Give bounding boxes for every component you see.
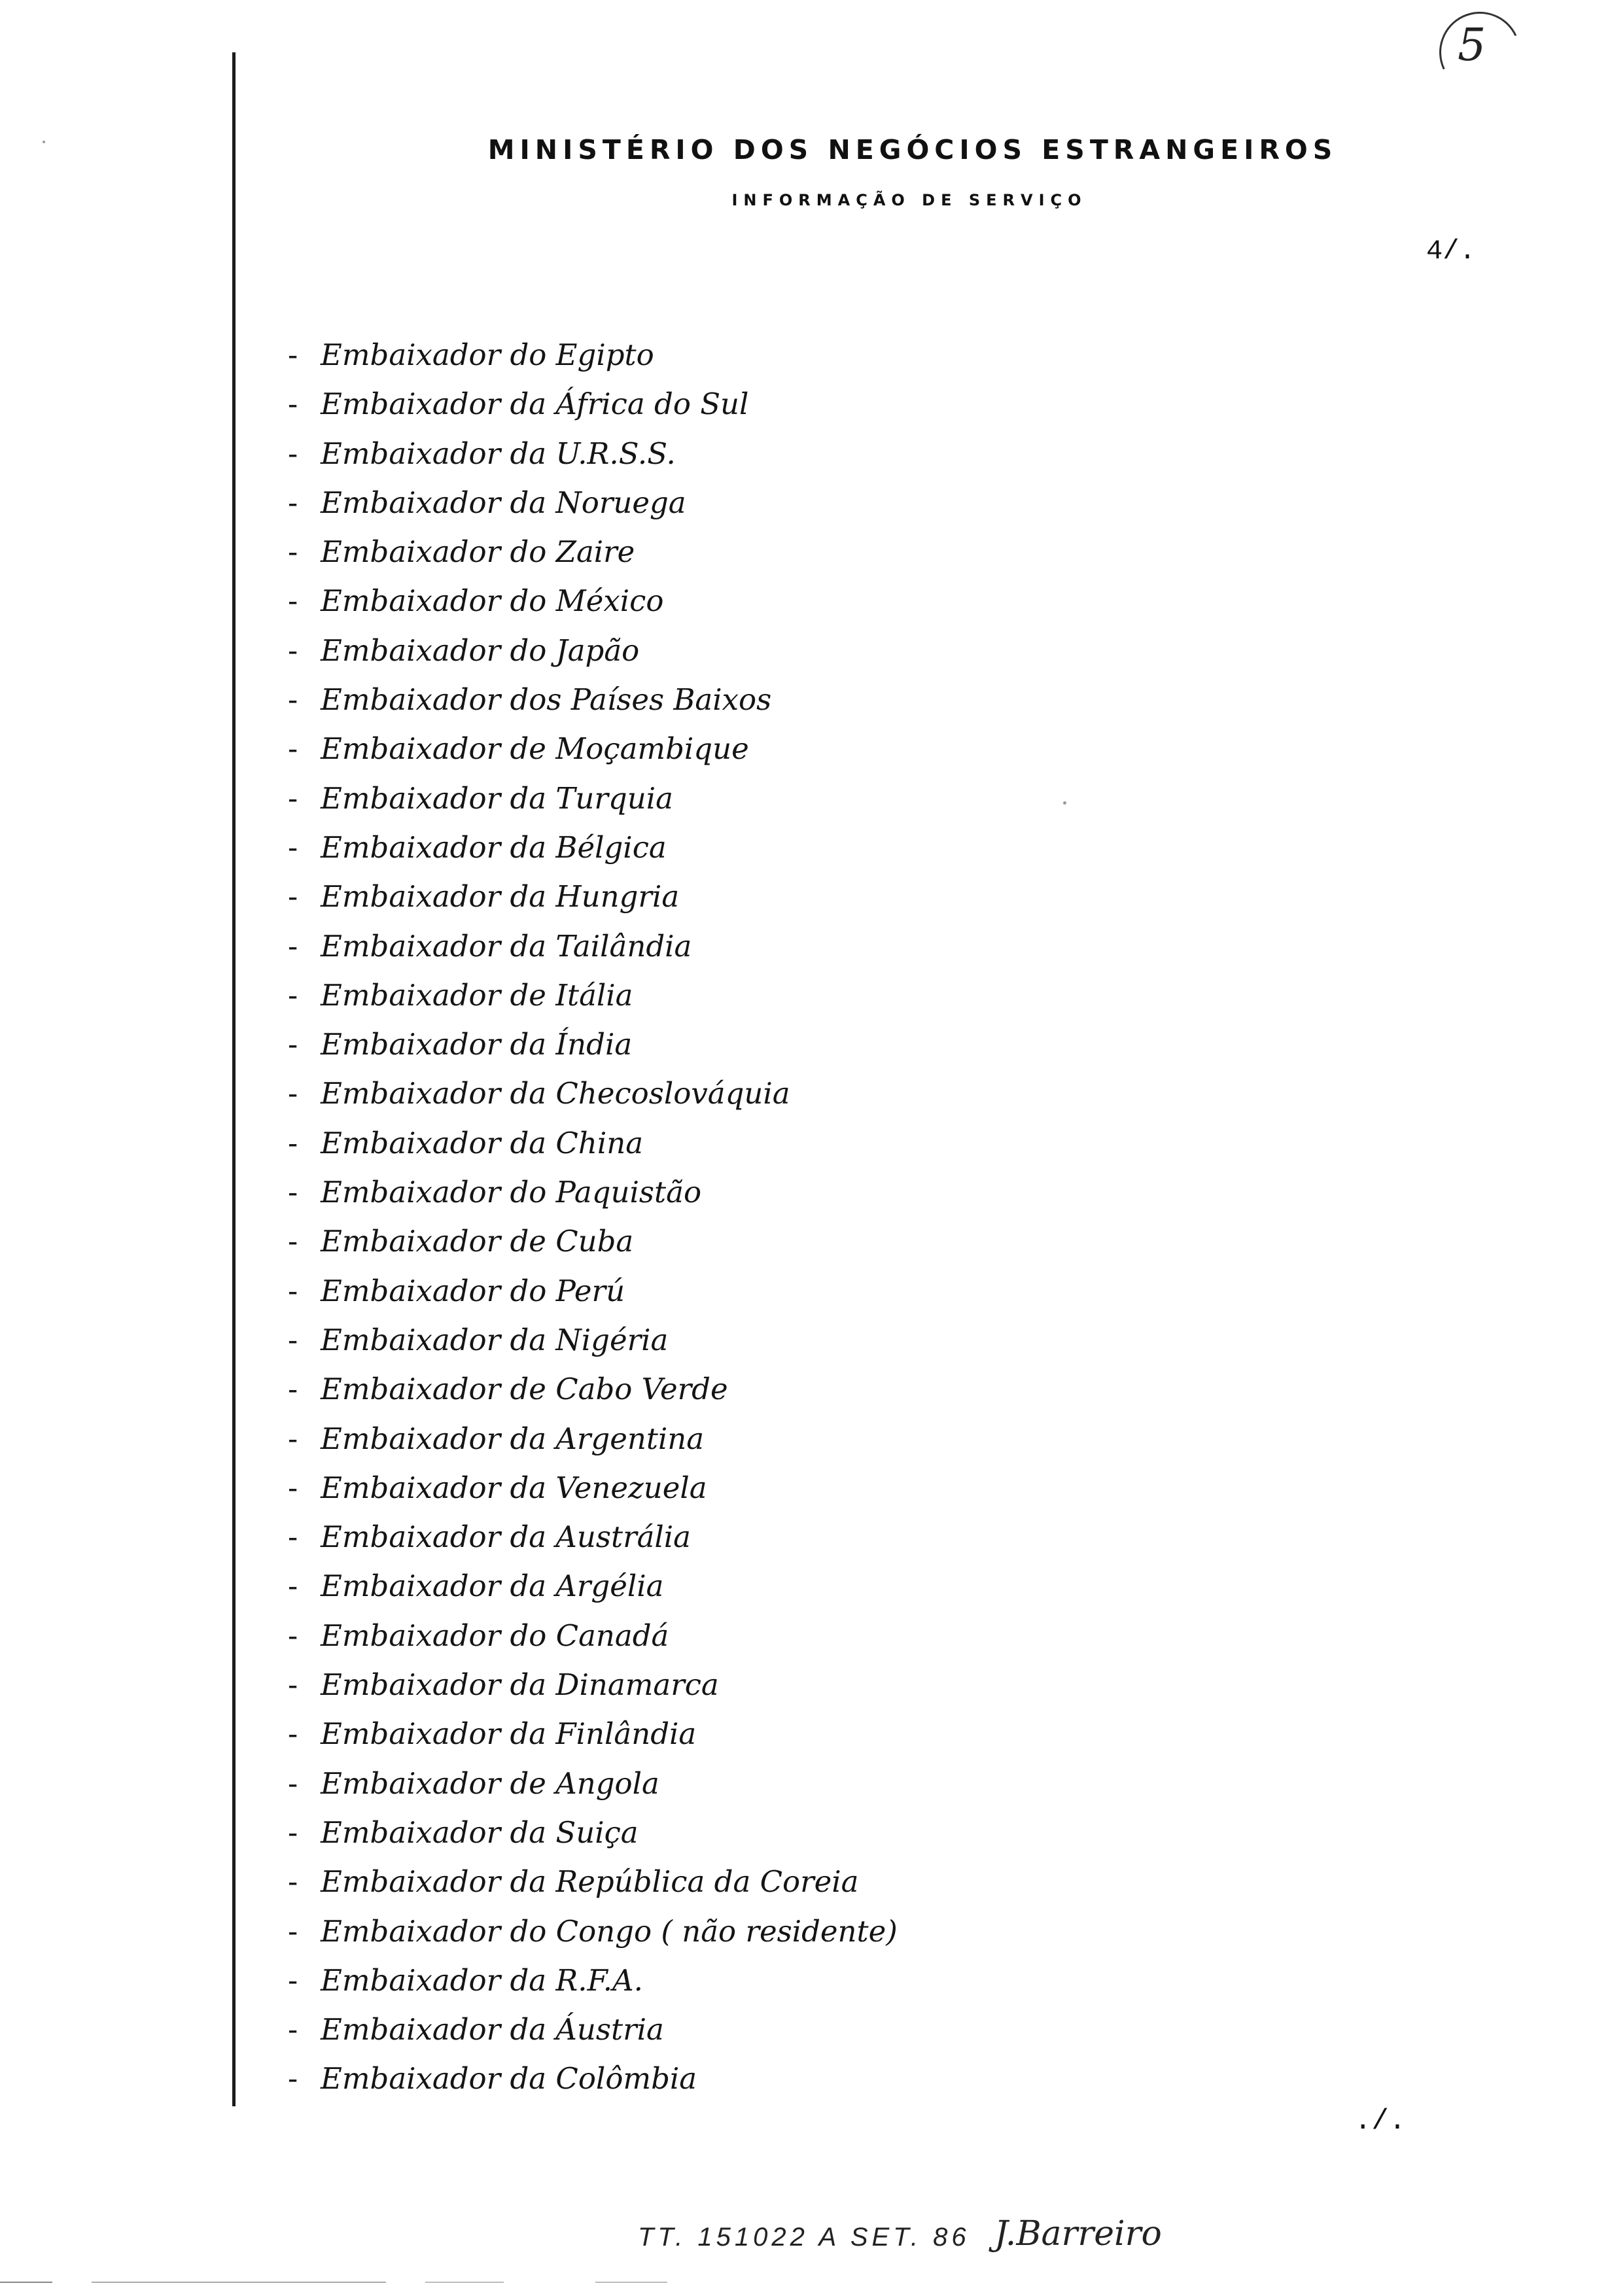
list-bullet: -	[288, 387, 298, 422]
list-bullet: -	[288, 1470, 298, 1505]
list-bullet: -	[288, 879, 298, 914]
list-item-text: Embaixador da Índia	[321, 1027, 633, 1062]
margin-rule	[232, 52, 236, 2106]
list-item-text: Embaixador da U.R.S.S.	[321, 436, 676, 471]
footer-note: TT. 151022 A SET. 86	[638, 2223, 970, 2252]
list-bullet: -	[288, 436, 298, 471]
list-bullet: -	[288, 1224, 298, 1259]
list-bullet: -	[288, 2061, 298, 2096]
list-item-text: Embaixador da Checoslováquia	[321, 1076, 790, 1111]
list-bullet: -	[288, 1076, 298, 1111]
list-item	[288, 626, 898, 675]
list-bullet: -	[288, 1618, 298, 1653]
list-bullet: -	[288, 338, 298, 372]
list-item	[288, 1907, 898, 1956]
list-item	[288, 1660, 898, 1709]
list-item-text: Embaixador da Noruega	[321, 485, 686, 520]
list-item-text: Embaixador da Colômbia	[321, 2061, 697, 2096]
ambassador-list	[288, 330, 898, 2104]
scan-edge-left	[0, 2282, 52, 2283]
list-bullet: -	[288, 928, 298, 964]
list-bullet: -	[288, 633, 298, 668]
list-bullet: -	[288, 534, 298, 570]
scan-edge-right	[595, 2282, 667, 2283]
list-item-text: Embaixador da Finlândia	[321, 1716, 697, 1752]
list-item	[288, 2005, 898, 2054]
list-bullet: -	[288, 682, 298, 718]
list-item	[288, 922, 898, 971]
list-item	[288, 2054, 898, 2103]
list-item-text: Embaixador do Egipto	[321, 338, 654, 372]
list-item	[288, 1217, 898, 1266]
list-item-text: Embaixador da Suiça	[321, 1815, 639, 1850]
list-item-text: Embaixador da República da Coreia	[321, 1864, 859, 1900]
list-item-text: Embaixador da Áustria	[321, 2012, 664, 2047]
scan-edge-mid	[92, 2282, 386, 2283]
list-bullet: -	[288, 1962, 298, 1998]
continuation-mark: ./.	[1354, 2105, 1407, 2138]
list-item-text: Embaixador do Paquistão	[321, 1175, 702, 1210]
page-stamp-number: 5	[1458, 20, 1486, 71]
list-bullet: -	[288, 1273, 298, 1308]
scan-speck	[43, 141, 45, 143]
list-item	[288, 1561, 898, 1610]
list-item-text: Embaixador da China	[321, 1125, 644, 1160]
list-bullet: -	[288, 1667, 298, 1703]
list-item	[288, 1315, 898, 1365]
list-item-text: Embaixador da Argélia	[321, 1569, 664, 1604]
list-item-text: Embaixador de Cabo Verde	[321, 1372, 728, 1407]
list-item	[288, 1463, 898, 1512]
list-item	[288, 429, 898, 478]
list-item-text: Embaixador da Venezuela	[321, 1470, 707, 1505]
ministry-title: MINISTÉRIO DOS NEGÓCIOS ESTRANGEIROS	[487, 134, 1338, 165]
handwritten-signature: J.Barreiro	[994, 2214, 1162, 2253]
list-item	[288, 971, 898, 1020]
list-item	[288, 1266, 898, 1315]
list-item-text: Embaixador da África do Sul	[321, 387, 749, 422]
list-bullet: -	[288, 1864, 298, 1900]
list-bullet: -	[288, 1322, 298, 1357]
list-bullet: -	[288, 1765, 298, 1801]
list-item	[288, 1759, 898, 1808]
list-item	[288, 379, 898, 428]
list-item	[288, 1512, 898, 1561]
list-item-text: Embaixador da Turquia	[321, 780, 673, 816]
list-bullet: -	[288, 485, 298, 520]
list-item	[288, 527, 898, 576]
list-bullet: -	[288, 1372, 298, 1407]
list-bullet: -	[288, 829, 298, 865]
list-item	[288, 823, 898, 872]
list-item	[288, 872, 898, 921]
list-item	[288, 576, 898, 625]
list-item-text: Embaixador do Perú	[321, 1273, 625, 1308]
list-item-text: Embaixador da Dinamarca	[321, 1667, 719, 1703]
list-item-text: Embaixador do México	[321, 583, 664, 619]
list-bullet: -	[288, 1815, 298, 1850]
list-item-text: Embaixador da Bélgica	[321, 829, 667, 865]
list-bullet: -	[288, 1569, 298, 1604]
list-bullet: -	[288, 1421, 298, 1456]
list-item	[288, 1168, 898, 1217]
list-item	[288, 330, 898, 379]
list-bullet: -	[288, 780, 298, 816]
list-item	[288, 1365, 898, 1414]
list-item-text: Embaixador da Tailândia	[321, 928, 692, 964]
scan-speck	[1063, 801, 1066, 805]
list-item-text: Embaixador de Itália	[321, 977, 633, 1013]
list-item-text: Embaixador da Austrália	[321, 1520, 692, 1555]
list-item-text: Embaixador da Nigéria	[321, 1322, 669, 1357]
list-bullet: -	[288, 1520, 298, 1555]
list-item	[288, 1414, 898, 1463]
list-item	[288, 724, 898, 773]
list-item-text: Embaixador do Japão	[321, 633, 640, 668]
list-item	[288, 1956, 898, 2005]
list-item	[288, 1069, 898, 1118]
list-bullet: -	[288, 977, 298, 1013]
page-number: 4/.	[1426, 235, 1476, 267]
list-item-text: Embaixador do Congo ( não residente)	[321, 1913, 898, 1949]
list-bullet: -	[288, 1913, 298, 1949]
list-bullet: -	[288, 583, 298, 619]
scan-edge-mid2	[425, 2282, 504, 2283]
list-item	[288, 1611, 898, 1660]
list-item	[288, 1119, 898, 1168]
list-item	[288, 675, 898, 724]
list-item-text: Embaixador do Canadá	[321, 1618, 669, 1653]
list-item-text: Embaixador dos Países Baixos	[321, 682, 772, 718]
list-bullet: -	[288, 2012, 298, 2047]
list-bullet: -	[288, 1125, 298, 1160]
list-item	[288, 1808, 898, 1857]
list-item	[288, 1857, 898, 1906]
document-subtitle: INFORMAÇÃO DE SERVIÇO	[731, 191, 1087, 209]
list-item-text: Embaixador do Zaire	[321, 534, 635, 570]
list-item-text: Embaixador da R.F.A.	[321, 1962, 643, 1998]
list-item-text: Embaixador de Moçambique	[321, 731, 749, 767]
list-bullet: -	[288, 1716, 298, 1752]
list-item-text: Embaixador de Cuba	[321, 1224, 634, 1259]
list-item-text: Embaixador da Argentina	[321, 1421, 705, 1456]
list-item	[288, 1709, 898, 1758]
list-item	[288, 774, 898, 823]
list-item-text: Embaixador de Angola	[321, 1765, 659, 1801]
list-item	[288, 1020, 898, 1069]
list-bullet: -	[288, 731, 298, 767]
list-item	[288, 478, 898, 527]
list-bullet: -	[288, 1175, 298, 1210]
list-item-text: Embaixador da Hungria	[321, 879, 680, 914]
list-bullet: -	[288, 1027, 298, 1062]
